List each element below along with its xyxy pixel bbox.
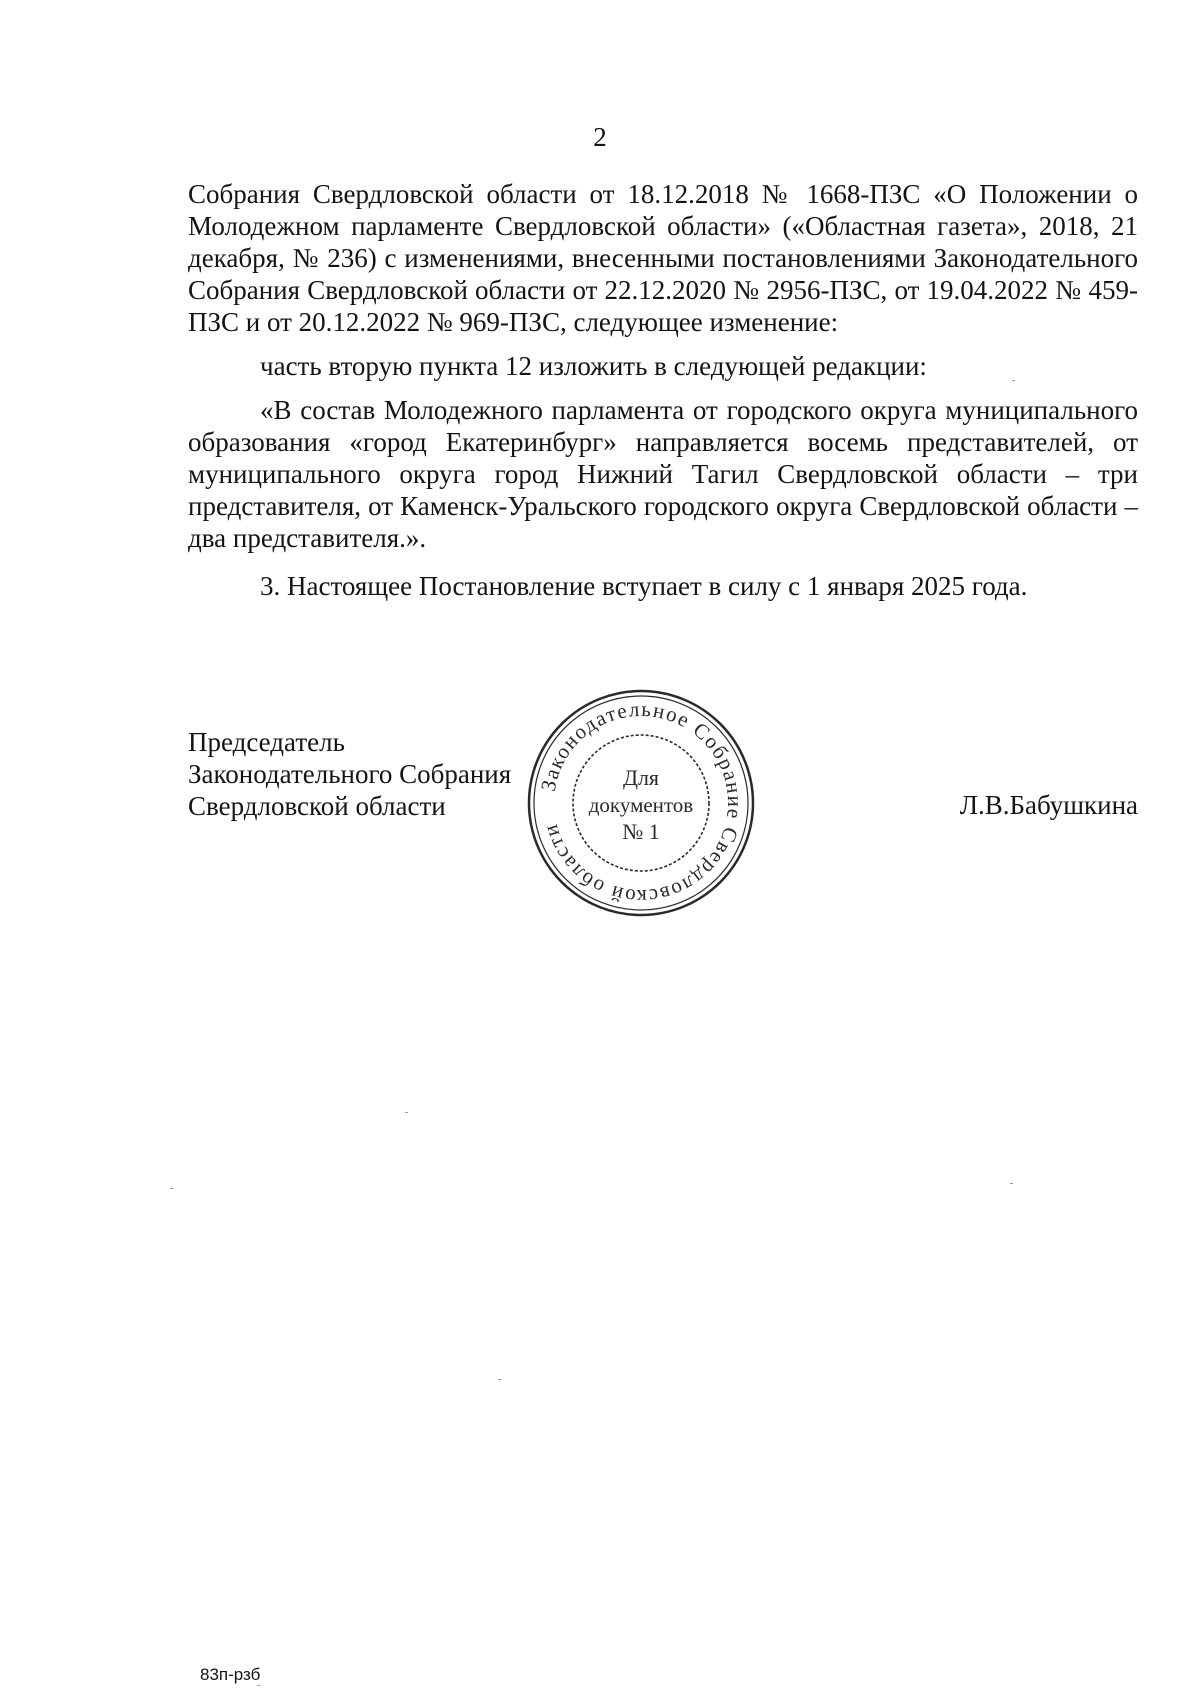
paragraph-new-wording: «В состав Молодежного парламента от городского округа муниципального образования «город Екатеринбург» направляется восемь представителей, от муниципального округа город Нижний Тагил Свердловской области – три представителя, от Каменск-Уральского городского округа Свердловской области – два представителя.». (188, 395, 1138, 553)
scan-speck (498, 1379, 501, 1380)
document-code: 83п-рзб (200, 1665, 261, 1684)
scan-speck (1010, 1183, 1013, 1184)
paragraph-amendment-instruction: часть вторую пункта 12 изложить в следующей редакции: (260, 351, 927, 381)
official-seal (523, 685, 759, 921)
scan-speck (170, 1188, 173, 1189)
scan-speck (405, 1112, 408, 1113)
scan-speck (257, 1685, 260, 1686)
signer-position-line: Законодательного Собрания (188, 759, 512, 789)
signer-position-line: Свердловской области (188, 791, 446, 821)
scan-speck (1012, 380, 1015, 381)
page-number: 2 (593, 122, 607, 152)
signer-position-line: Председатель (188, 727, 345, 757)
seal-ring-text: Законодательное Собрание Свердловской области (535, 696, 748, 910)
seal-center-line: документов (588, 793, 694, 817)
paragraph-effective-date: 3. Настоящее Постановление вступает в силу с 1 января 2025 года. (260, 571, 1028, 601)
document-body (188, 178, 1138, 602)
seal-center-line: № 1 (622, 819, 660, 844)
signer-position (188, 726, 511, 822)
seal-center-line: Для (622, 765, 660, 790)
signer-name: Л.В.Бабушкина (959, 790, 1138, 820)
paragraph-amendment-intro: Собрания Свердловской области от 18.12.2018 № 1668-ПЗС «О Положении о Молодежном парламенте Свердловской области» («Областная газета», 2018, 21 декабря, № 236) с изменениями, внесенными постановлениями Законодательного Собрания Свердловской области от 22.12.2020 № 2956-ПЗС, от 19.04.2022 № 459-ПЗС и от 20.12.2022 № 969-ПЗС, следующее изменение: (188, 179, 1138, 337)
